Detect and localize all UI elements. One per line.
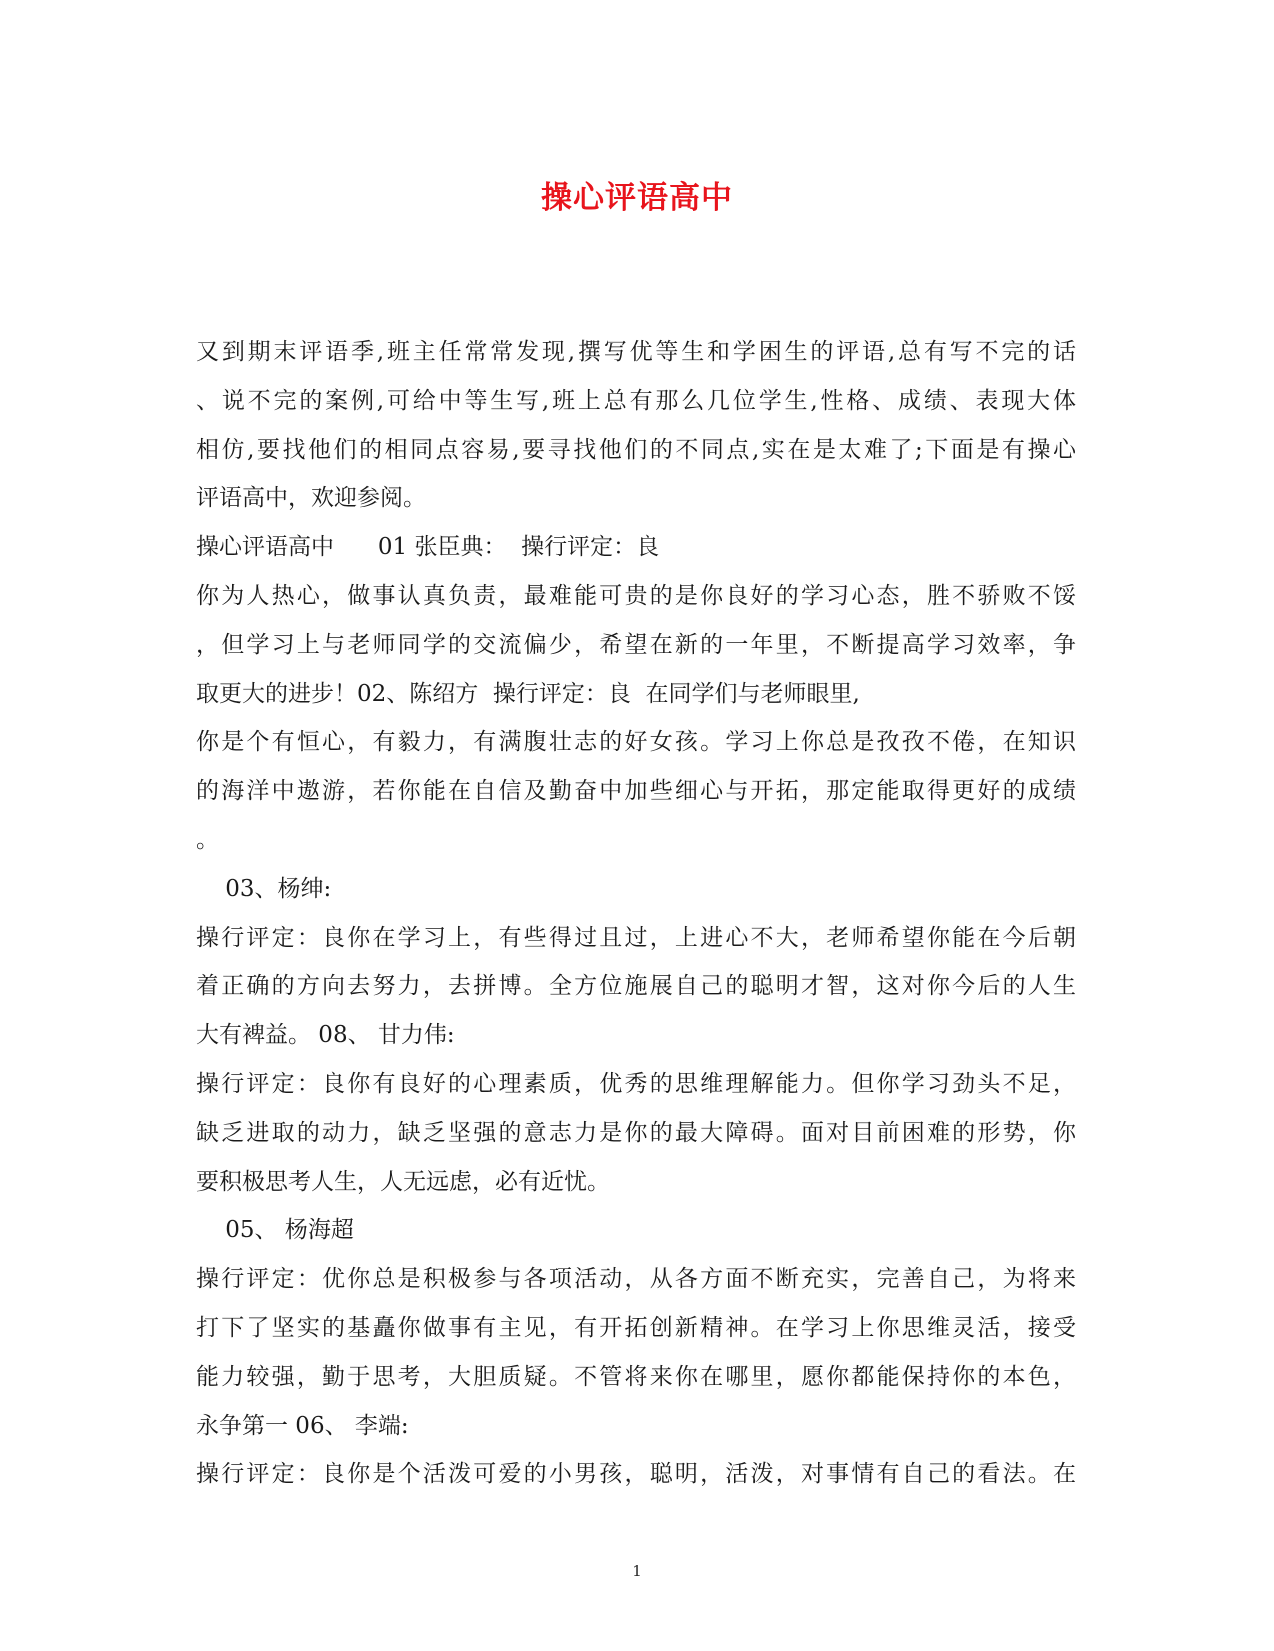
body-line: 、说不完的案例,可给中等生写,班上总有那么几位学生,性格、成绩、表现大体 (196, 387, 1076, 414)
body-line: 你是个有恒心，有毅力，有满腹壮志的好女孩。学习上你总是孜孜不倦，在知识 (196, 729, 1076, 756)
body-line: 取更大的进步！02、陈绍方 操行评定：良 在同学们与老师眼里, (196, 680, 860, 707)
body-line: ，但学习上与老师同学的交流偏少，希望在新的一年里，不断提高学习效率，争 (196, 631, 1076, 658)
body-line: 大有裨益。 08、 甘力伟: (196, 1022, 455, 1049)
body-line: 05、 杨海超 (196, 1217, 354, 1244)
body-line: 操行评定：良你是个活泼可爱的小男孩，聪明，活泼，对事情有自己的看法。在 (196, 1461, 1076, 1488)
body-line: 。 (196, 826, 219, 853)
body-line: 操行评定：良你有良好的心理素质，优秀的思维理解能力。但你学习劲头不足， (196, 1070, 1076, 1097)
body-line: 的海洋中遨游，若你能在自信及勤奋中加些细心与开拓，那定能取得更好的成绩 (196, 778, 1076, 805)
body-line: 打下了坚实的基矗你做事有主见，有开拓创新精神。在学习上你思维灵活，接受 (196, 1314, 1076, 1341)
body-line: 评语高中，欢迎参阅。 (196, 485, 426, 512)
body-line: 操心评语高中 01 张臣典： 操行评定：良 (196, 534, 660, 561)
body-line: 能力较强，勤于思考，大胆质疑。不管将来你在哪里，愿你都能保持你的本色， (196, 1363, 1076, 1390)
body-line: 03、杨绅: (196, 875, 332, 902)
body-line: 缺乏进取的动力，缺乏坚强的意志力是你的最大障碍。面对目前困难的形势，你 (196, 1119, 1076, 1146)
body-line: 又到期末评语季,班主任常常发现,撰写优等生和学困生的评语,总有写不完的话 (196, 339, 1076, 365)
body-line: 相仿,要找他们的相同点容易,要寻找他们的不同点,实在是太难了;下面是有操心 (196, 436, 1076, 463)
body-line: 永争第一 06、 李端: (196, 1412, 409, 1439)
body-line: 你为人热心，做事认真负责，最难能可贵的是你良好的学习心态，胜不骄败不馁 (196, 582, 1076, 609)
document-title: 操心评语高中 (541, 180, 733, 216)
body-line: 要积极思考人生，人无远虑，必有近忧。 (196, 1168, 610, 1195)
document-body (196, 328, 1076, 1499)
body-line: 着正确的方向去努力，去拼博。全方位施展自己的聪明才智，这对你今后的人生 (196, 973, 1076, 1000)
body-line: 操行评定：优你总是积极参与各项活动，从各方面不断充实，完善自己，为将来 (196, 1266, 1076, 1293)
body-line: 操行评定：良你在学习上，有些得过且过，上进心不大，老师希望你能在今后朝 (196, 924, 1076, 951)
page-number: 1 (632, 1562, 642, 1580)
